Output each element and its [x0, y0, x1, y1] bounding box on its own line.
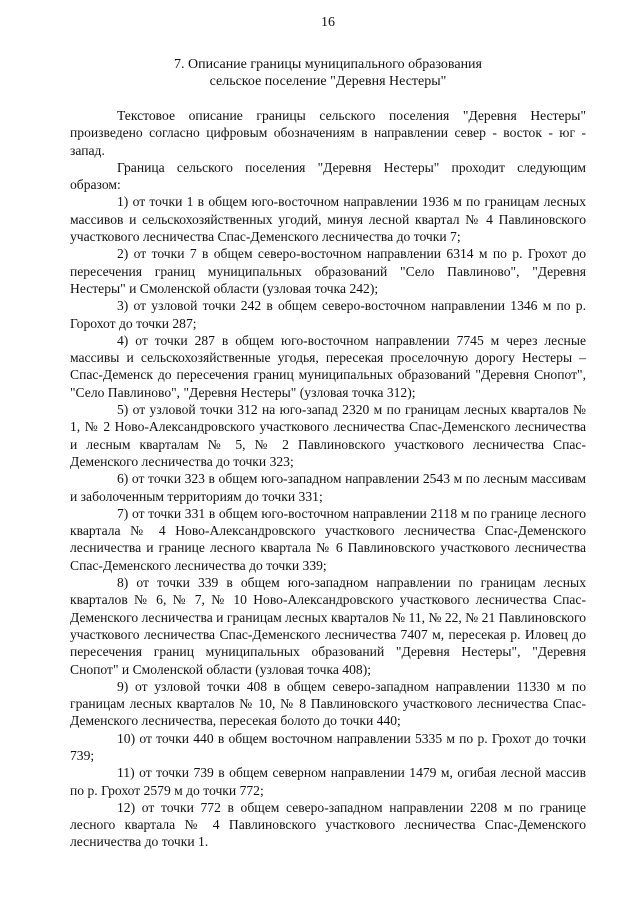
boundary-segment-4: 4) от точки 287 в общем юго-восточном направлении 7745 м через лесные массивы и сельскохозяйственные угодья, пересекая проселочную дорогу Нестеры – Спас-Деменск до пересечения границ муниципальных образований "Деревня Снопот", "Село Павлиново", "Деревня Нестеры" (узловая точка 312);: [70, 332, 586, 400]
boundary-segment-3: 3) от узловой точки 242 в общем северо-восточном направлении 1346 м по р. Горохот до точки 287;: [70, 298, 586, 331]
boundary-segment-5: 5) от узловой точки 312 на юго-запад 2320 м по границам лесных кварталов № 1, № 2 Ново-Александровского участкового лесничества Спас-Деменского лесничества и лесным кварталам № 5, № 2 Павлиновского участкового лесничества Спас-Деменского лесничества до точки 323;: [70, 402, 586, 469]
section-title-line-2: сельское поселение "Деревня Нестеры": [209, 74, 447, 89]
document-page: [70, 0, 586, 905]
boundary-segment-8: 8) от точки 339 в общем юго-западном направлении по границам лесных кварталов № 6, № 7, № 10 Ново-Александровского участкового лесничества Спас-Деменского лесничества и границам лесных кварталов № 11, № 22, № 21 Павлиновского участкового лесничества Спас-Деменского лесничества 7407 м, пересекая р. Иловец до пересечения границ муниципальных образований "Деревня Нестеры", "Деревня Снопот" и Смоленской области (узловая точка 408);: [70, 575, 586, 677]
page-number: 16: [321, 15, 335, 30]
boundary-segment-10: 10) от точки 440 в общем восточном направлении 5335 м по р. Грохот до точки 739;: [70, 730, 586, 763]
intro-paragraph: Текстовое описание границы сельского поселения "Деревня Нестеры" произведено согласно цифровым обозначениям в направлении север - восток - юг - запад.: [70, 108, 586, 158]
boundary-segment-12: 12) от точки 772 в общем северо-западном направлении 2208 м по границе лесного квартала № 4 Павлиновского участкового лесничества Спас-Деменского лесничества до точки 1.: [70, 799, 586, 850]
section-title: [70, 56, 586, 90]
boundary-segment-2: 2) от точки 7 в общем северо-восточном направлении 6314 м по р. Грохот до пересечения границ муниципальных образований "Село Павлиново", "Деревня Нестеры" и Смоленской области (узловая точка 242);: [70, 246, 586, 296]
boundary-segment-6: 6) от точки 323 в общем юго-западном направлении 2543 м по лесным массивам и заболоченным территориям до точки 331;: [70, 471, 586, 504]
boundary-segment-9: 9) от узловой точки 408 в общем северо-западном направлении 11330 м по границам лесных кварталов № 10, № 8 Павлиновского участкового лесничества Спас-Деменского лесничества, пересекая болото до точки 440;: [70, 678, 586, 729]
section-title-line-1: 7. Описание границы муниципального образования: [174, 57, 482, 72]
boundary-segment-7: 7) от точки 331 в общем юго-восточном направлении 2118 м по границе лесного квартала № 4 Ново-Александровского участкового лесничества Спас-Деменского лесничества и границе лесного квартала № 6 Павлиновского участкового лесничества Спас-Деменского лесничества до точки 339;: [70, 505, 586, 573]
boundary-segment-1: 1) от точки 1 в общем юго-восточном направлении 1936 м по границам лесных массивов и сельскохозяйственных угодий, минуя лесной квартал № 4 Павлиновского участкового лесничества Спас-Деменского лесничества до точки 7;: [70, 194, 586, 245]
document-body: [70, 107, 586, 851]
boundary-segment-11: 11) от точки 739 в общем северном направлении 1479 м, огибая лесной массив по р. Грохот 2579 м до точки 772;: [70, 765, 586, 798]
boundary-lead-paragraph: Граница сельского поселения "Деревня Нестеры" проходит следующим образом:: [70, 159, 586, 193]
